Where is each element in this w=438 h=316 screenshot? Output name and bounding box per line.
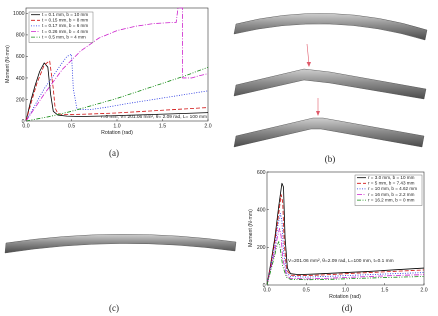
legend-entry: r = 16 mm, b = 2.2 mm	[368, 191, 415, 197]
chart-annotation: V=201.06 mm², θ=2.09 rad, L=100 mm, t=0.1 mm	[288, 259, 394, 264]
y-axis-label: Moment (N·mm)	[248, 209, 254, 247]
x-tick-label: 1.5	[381, 287, 389, 294]
deformation-sequence-b	[234, 13, 427, 164]
arrowhead-1	[307, 62, 311, 67]
caption-a: (a)	[109, 148, 119, 158]
legend-entry: t = 0.5 mm, b = 4 mm	[42, 34, 86, 40]
legend-entry: t = 0.1 mm, b = 10 mm	[42, 12, 89, 17]
band-shape-2	[234, 69, 426, 99]
x-tick-label: 2.0	[420, 287, 428, 294]
y-tick-label: 400	[256, 207, 266, 214]
legend-entry: t = 0.15 mm, b = 8 mm	[42, 17, 89, 23]
moment-rotation-chart-a	[5, 8, 212, 158]
straight-band-c	[5, 234, 236, 313]
legend-entry: r = 10 mm, b = 4.62 mm	[368, 186, 418, 192]
y-tick-label: 800	[15, 32, 25, 39]
legend-entry: t = 0.17 mm, b = 6 mm	[42, 23, 89, 29]
x-axis-label: Rotation (rad)	[101, 130, 133, 136]
legend-entry: r = 16.2 mm, b = 0 mm	[368, 197, 415, 203]
chart-annotation: r=0 mm, V= 201.06 mm², θ= 2.09 rad, L= 100 mm	[101, 115, 207, 120]
caption-b: (b)	[324, 154, 336, 164]
legend-entry: r = 3.0 mm, b = 10 mm	[368, 175, 415, 180]
x-tick-labels	[263, 283, 427, 294]
x-tick-label: 0.5	[302, 287, 310, 294]
y-tick-label: 1000	[12, 11, 25, 18]
y-tick-label: 600	[256, 169, 266, 176]
y-tick-label: 0	[21, 118, 25, 125]
x-tick-label: 2.0	[204, 123, 212, 130]
caption-d: (d)	[341, 303, 353, 313]
x-tick-label: 1.5	[158, 123, 167, 130]
series-line-3	[267, 213, 424, 285]
x-tick-label: 0.0	[22, 123, 30, 130]
x-axis-label: Rotation (rad)	[329, 294, 361, 300]
legend-entry: r = 5 mm, b = 7.43 mm	[368, 180, 415, 186]
band-shape-3	[234, 118, 424, 147]
y-axis-label: Moment (N·mm)	[5, 45, 11, 83]
moment-rotation-chart-d	[248, 170, 428, 313]
legend	[355, 175, 422, 206]
x-tick-label: 1.0	[113, 123, 121, 130]
caption-c: (c)	[109, 303, 119, 313]
legend	[29, 12, 93, 43]
y-tick-label: 600	[15, 54, 25, 61]
progression-arrow-1	[307, 44, 309, 64]
y-tick-label: 400	[15, 75, 25, 82]
series-line-2	[267, 195, 424, 285]
band-shape-flat	[5, 234, 236, 253]
y-tick-label: 200	[256, 245, 266, 252]
x-tick-label: 0.0	[263, 287, 271, 294]
x-tick-label: 1.0	[341, 287, 350, 294]
y-tick-label: 0	[262, 282, 266, 289]
legend-entry: t = 0.26 mm, b = 4 mm	[42, 28, 89, 34]
band-shape-1	[234, 13, 427, 40]
x-tick-labels	[22, 119, 211, 130]
arrowhead-2	[316, 111, 320, 116]
series-line-2	[26, 61, 208, 121]
y-tick-label: 200	[15, 97, 25, 104]
x-tick-label: 0.5	[67, 123, 76, 130]
